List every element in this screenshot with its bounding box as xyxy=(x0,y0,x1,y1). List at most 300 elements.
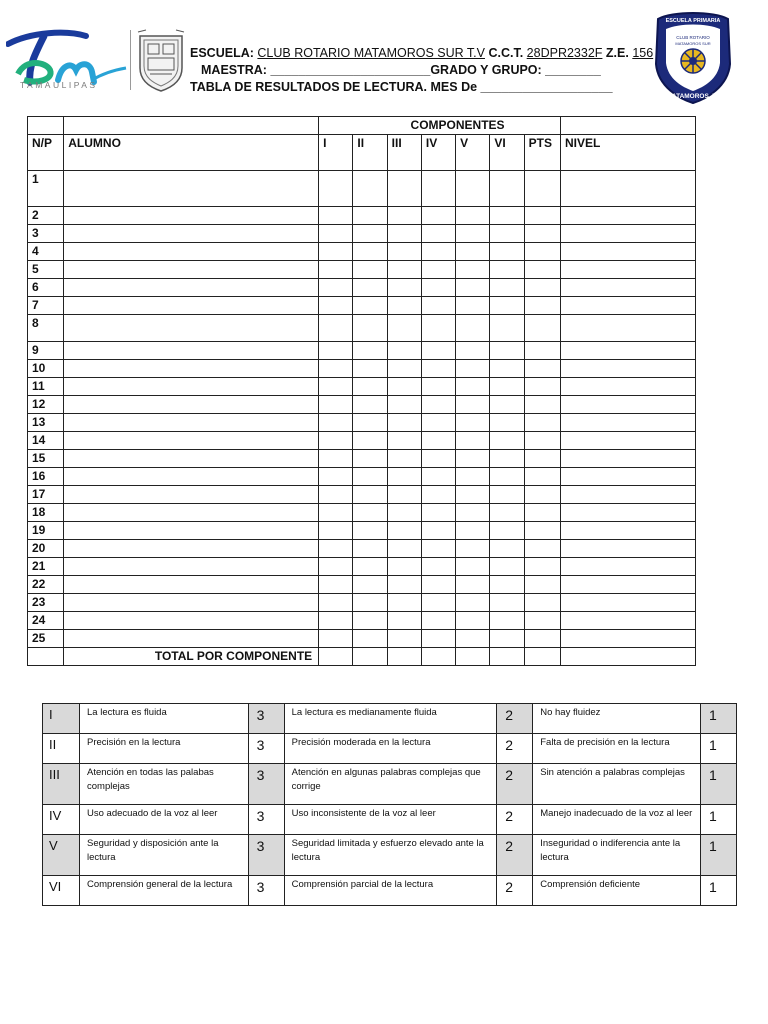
col-component-4-header: IV xyxy=(421,135,455,171)
row-cell[interactable] xyxy=(353,468,387,486)
row-cell[interactable] xyxy=(387,315,421,342)
row-cell[interactable] xyxy=(387,396,421,414)
row-cell[interactable] xyxy=(64,171,319,207)
row-cell[interactable] xyxy=(353,342,387,360)
logo-sub-text: TAMAULIPAS xyxy=(20,80,98,90)
row-cell[interactable] xyxy=(560,522,695,540)
row-cell[interactable] xyxy=(353,540,387,558)
table-row xyxy=(28,378,696,396)
row-cell[interactable] xyxy=(353,225,387,243)
row-cell[interactable] xyxy=(524,468,560,486)
rubric-code: II xyxy=(43,734,80,764)
row-cell[interactable] xyxy=(490,378,524,396)
total-cell[interactable] xyxy=(456,648,490,666)
row-cell[interactable] xyxy=(560,396,695,414)
row-cell[interactable] xyxy=(456,594,490,612)
rubric-mid-desc: Uso inconsistente de la voz al leer xyxy=(284,805,497,835)
row-cell[interactable] xyxy=(64,279,319,297)
rubric-row xyxy=(43,764,737,805)
table-row xyxy=(28,315,696,342)
rubric-high-score: 3 xyxy=(248,764,284,805)
row-cell[interactable] xyxy=(64,504,319,522)
rubric-row xyxy=(43,734,737,764)
row-cell[interactable] xyxy=(353,630,387,648)
row-number: 13 xyxy=(28,414,64,432)
row-cell[interactable] xyxy=(421,558,455,576)
row-cell[interactable] xyxy=(560,225,695,243)
row-number: 5 xyxy=(28,261,64,279)
row-cell[interactable] xyxy=(560,261,695,279)
row-cell[interactable] xyxy=(353,576,387,594)
rubric-code: I xyxy=(43,704,80,734)
row-cell[interactable] xyxy=(64,468,319,486)
badge-sub-text: MATAMOROS SUR xyxy=(675,41,711,46)
row-number: 3 xyxy=(28,225,64,243)
row-cell[interactable] xyxy=(353,207,387,225)
row-cell[interactable] xyxy=(353,279,387,297)
row-cell[interactable] xyxy=(524,378,560,396)
row-cell[interactable] xyxy=(353,504,387,522)
row-cell[interactable] xyxy=(456,576,490,594)
row-number: 2 xyxy=(28,207,64,225)
row-cell[interactable] xyxy=(490,468,524,486)
row-cell[interactable] xyxy=(490,576,524,594)
col-component-1-header: I xyxy=(319,135,353,171)
rubric-code: VI xyxy=(43,876,80,906)
cct-label: C.C.T. xyxy=(488,46,524,60)
row-cell[interactable] xyxy=(421,279,455,297)
row-cell[interactable] xyxy=(490,243,524,261)
school-line xyxy=(190,45,653,62)
row-cell[interactable] xyxy=(319,414,353,432)
row-cell[interactable] xyxy=(490,297,524,315)
row-cell[interactable] xyxy=(319,504,353,522)
row-cell[interactable] xyxy=(421,360,455,378)
row-cell[interactable] xyxy=(490,504,524,522)
row-cell[interactable] xyxy=(456,504,490,522)
rubric-mid-desc: Seguridad limitada y esfuerzo elevado ante la lectura xyxy=(284,835,497,876)
row-number: 14 xyxy=(28,432,64,450)
row-cell[interactable] xyxy=(421,450,455,468)
row-cell[interactable] xyxy=(421,342,455,360)
table-row xyxy=(28,360,696,378)
row-number: 22 xyxy=(28,576,64,594)
row-cell[interactable] xyxy=(456,414,490,432)
row-cell[interactable] xyxy=(387,378,421,396)
row-cell[interactable] xyxy=(560,432,695,450)
row-cell[interactable] xyxy=(421,612,455,630)
row-cell[interactable] xyxy=(319,378,353,396)
row-cell[interactable] xyxy=(64,360,319,378)
row-cell[interactable] xyxy=(456,486,490,504)
row-cell[interactable] xyxy=(64,342,319,360)
row-cell[interactable] xyxy=(490,486,524,504)
row-cell[interactable] xyxy=(353,486,387,504)
row-cell[interactable] xyxy=(560,504,695,522)
row-cell[interactable] xyxy=(490,279,524,297)
total-cell[interactable] xyxy=(387,648,421,666)
row-number: 12 xyxy=(28,396,64,414)
row-cell[interactable] xyxy=(560,414,695,432)
row-cell[interactable] xyxy=(490,396,524,414)
row-cell[interactable] xyxy=(524,504,560,522)
row-cell[interactable] xyxy=(421,261,455,279)
row-cell[interactable] xyxy=(387,594,421,612)
row-cell[interactable] xyxy=(456,342,490,360)
row-cell[interactable] xyxy=(524,612,560,630)
header-cell-empty xyxy=(28,117,64,135)
table-row xyxy=(28,297,696,315)
row-cell[interactable] xyxy=(353,558,387,576)
row-cell[interactable] xyxy=(421,630,455,648)
row-cell[interactable] xyxy=(456,432,490,450)
row-cell[interactable] xyxy=(387,468,421,486)
row-cell[interactable] xyxy=(421,486,455,504)
row-cell[interactable] xyxy=(64,297,319,315)
row-cell[interactable] xyxy=(560,315,695,342)
row-cell[interactable] xyxy=(524,342,560,360)
row-cell[interactable] xyxy=(524,594,560,612)
table-row xyxy=(28,171,696,207)
row-cell[interactable] xyxy=(560,450,695,468)
row-cell[interactable] xyxy=(319,576,353,594)
row-cell[interactable] xyxy=(319,315,353,342)
row-cell[interactable] xyxy=(524,315,560,342)
row-cell[interactable] xyxy=(524,486,560,504)
rubric-mid-desc: La lectura es medianamente fluida xyxy=(284,704,497,734)
rubric-low-desc: Sin atención a palabras complejas xyxy=(533,764,701,805)
row-cell[interactable] xyxy=(353,414,387,432)
row-cell[interactable] xyxy=(353,432,387,450)
table-row xyxy=(28,522,696,540)
row-cell[interactable] xyxy=(353,594,387,612)
row-cell[interactable] xyxy=(64,522,319,540)
rubric-mid-score: 2 xyxy=(497,835,533,876)
row-cell[interactable] xyxy=(387,342,421,360)
row-cell[interactable] xyxy=(64,450,319,468)
row-cell[interactable] xyxy=(490,630,524,648)
row-cell[interactable] xyxy=(421,171,455,207)
row-cell[interactable] xyxy=(319,279,353,297)
row-cell[interactable] xyxy=(319,594,353,612)
row-cell[interactable] xyxy=(490,360,524,378)
row-number: 16 xyxy=(28,468,64,486)
row-cell[interactable] xyxy=(456,396,490,414)
rubric-low-desc: Falta de precisión en la lectura xyxy=(533,734,701,764)
total-cell[interactable] xyxy=(524,648,560,666)
row-cell[interactable] xyxy=(353,261,387,279)
row-cell[interactable] xyxy=(421,540,455,558)
row-cell[interactable] xyxy=(64,630,319,648)
rubric-row xyxy=(43,876,737,906)
row-cell[interactable] xyxy=(319,342,353,360)
row-cell[interactable] xyxy=(490,342,524,360)
row-cell[interactable] xyxy=(421,432,455,450)
teacher-line: MAESTRA: _______________________GRADO Y GRUPO: ________ xyxy=(201,63,601,77)
row-cell[interactable] xyxy=(387,261,421,279)
row-cell[interactable] xyxy=(387,612,421,630)
col-alumno-header: ALUMNO xyxy=(64,135,319,171)
row-cell[interactable] xyxy=(421,396,455,414)
badge-club-text: CLUB ROTARIO xyxy=(676,35,710,40)
row-cell[interactable] xyxy=(456,171,490,207)
row-cell[interactable] xyxy=(456,450,490,468)
row-cell[interactable] xyxy=(456,378,490,396)
rubric-high-desc: La lectura es fluida xyxy=(80,704,249,734)
row-cell[interactable] xyxy=(319,243,353,261)
row-cell[interactable] xyxy=(421,504,455,522)
row-cell[interactable] xyxy=(456,279,490,297)
row-cell[interactable] xyxy=(387,540,421,558)
row-cell[interactable] xyxy=(64,612,319,630)
row-cell[interactable] xyxy=(560,612,695,630)
row-cell[interactable] xyxy=(319,540,353,558)
row-cell[interactable] xyxy=(353,396,387,414)
row-cell[interactable] xyxy=(490,450,524,468)
row-cell[interactable] xyxy=(560,171,695,207)
row-cell[interactable] xyxy=(560,342,695,360)
row-cell[interactable] xyxy=(456,261,490,279)
total-cell[interactable] xyxy=(353,648,387,666)
row-cell[interactable] xyxy=(387,630,421,648)
row-cell[interactable] xyxy=(319,450,353,468)
row-cell[interactable] xyxy=(524,261,560,279)
total-cell[interactable] xyxy=(560,648,695,666)
row-cell[interactable] xyxy=(456,522,490,540)
row-number: 11 xyxy=(28,378,64,396)
row-cell[interactable] xyxy=(319,225,353,243)
row-cell[interactable] xyxy=(524,279,560,297)
row-cell[interactable] xyxy=(387,171,421,207)
row-cell[interactable] xyxy=(353,360,387,378)
row-cell[interactable] xyxy=(64,486,319,504)
row-cell[interactable] xyxy=(387,432,421,450)
row-cell[interactable] xyxy=(524,450,560,468)
row-cell[interactable] xyxy=(490,207,524,225)
row-cell[interactable] xyxy=(319,630,353,648)
row-cell[interactable] xyxy=(490,315,524,342)
row-cell[interactable] xyxy=(64,576,319,594)
row-cell[interactable] xyxy=(490,558,524,576)
row-cell[interactable] xyxy=(524,207,560,225)
table-row xyxy=(28,486,696,504)
row-cell[interactable] xyxy=(319,396,353,414)
row-cell[interactable] xyxy=(456,297,490,315)
row-cell[interactable] xyxy=(353,171,387,207)
row-cell[interactable] xyxy=(524,360,560,378)
row-cell[interactable] xyxy=(64,225,319,243)
col-component-3-header: III xyxy=(387,135,421,171)
row-cell[interactable] xyxy=(456,315,490,342)
row-cell[interactable] xyxy=(560,468,695,486)
row-cell[interactable] xyxy=(319,360,353,378)
row-cell[interactable] xyxy=(421,414,455,432)
row-cell[interactable] xyxy=(560,558,695,576)
row-cell[interactable] xyxy=(64,558,319,576)
row-cell[interactable] xyxy=(319,486,353,504)
row-cell[interactable] xyxy=(64,315,319,342)
row-cell[interactable] xyxy=(560,279,695,297)
row-cell[interactable] xyxy=(421,207,455,225)
row-cell[interactable] xyxy=(490,594,524,612)
row-cell[interactable] xyxy=(387,225,421,243)
row-cell[interactable] xyxy=(490,540,524,558)
row-cell[interactable] xyxy=(319,468,353,486)
row-cell[interactable] xyxy=(387,576,421,594)
rubric-mid-desc: Comprensión parcial de la lectura xyxy=(284,876,497,906)
row-cell[interactable] xyxy=(353,297,387,315)
row-cell[interactable] xyxy=(456,468,490,486)
row-cell[interactable] xyxy=(387,279,421,297)
row-cell[interactable] xyxy=(421,243,455,261)
row-cell[interactable] xyxy=(524,396,560,414)
row-cell[interactable] xyxy=(456,243,490,261)
row-cell[interactable] xyxy=(456,612,490,630)
row-cell[interactable] xyxy=(490,522,524,540)
row-cell[interactable] xyxy=(524,297,560,315)
rubric-mid-score: 2 xyxy=(497,805,533,835)
row-cell[interactable] xyxy=(387,450,421,468)
row-cell[interactable] xyxy=(64,243,319,261)
row-cell[interactable] xyxy=(560,576,695,594)
row-cell[interactable] xyxy=(456,558,490,576)
row-number: 24 xyxy=(28,612,64,630)
row-cell[interactable] xyxy=(490,612,524,630)
rubric-low-score: 1 xyxy=(701,734,737,764)
row-number: 23 xyxy=(28,594,64,612)
row-number: 1 xyxy=(28,171,64,207)
row-cell[interactable] xyxy=(353,522,387,540)
row-cell[interactable] xyxy=(353,612,387,630)
row-cell[interactable] xyxy=(64,261,319,279)
badge-bottom-text: H. MATAMOROS, TAM. xyxy=(658,93,728,100)
rubric-code: III xyxy=(43,764,80,805)
rubric-code: IV xyxy=(43,805,80,835)
rubric-high-score: 3 xyxy=(248,835,284,876)
row-cell[interactable] xyxy=(524,630,560,648)
row-cell[interactable] xyxy=(560,207,695,225)
row-number: 18 xyxy=(28,504,64,522)
table-row xyxy=(28,342,696,360)
row-cell[interactable] xyxy=(387,558,421,576)
rubric-low-score: 1 xyxy=(701,876,737,906)
row-cell[interactable] xyxy=(524,522,560,540)
total-cell[interactable] xyxy=(490,648,524,666)
row-cell[interactable] xyxy=(560,594,695,612)
row-cell[interactable] xyxy=(490,432,524,450)
row-cell[interactable] xyxy=(524,558,560,576)
row-cell[interactable] xyxy=(387,504,421,522)
col-component-5-header: V xyxy=(456,135,490,171)
row-cell[interactable] xyxy=(387,486,421,504)
col-component-2-header: II xyxy=(353,135,387,171)
row-cell[interactable] xyxy=(490,261,524,279)
row-cell[interactable] xyxy=(387,243,421,261)
row-cell[interactable] xyxy=(560,297,695,315)
row-cell[interactable] xyxy=(524,243,560,261)
row-cell[interactable] xyxy=(421,315,455,342)
row-cell[interactable] xyxy=(524,432,560,450)
row-cell[interactable] xyxy=(319,297,353,315)
row-cell[interactable] xyxy=(524,576,560,594)
row-cell[interactable] xyxy=(456,207,490,225)
row-cell[interactable] xyxy=(524,414,560,432)
row-cell[interactable] xyxy=(64,396,319,414)
row-number: 15 xyxy=(28,450,64,468)
row-cell[interactable] xyxy=(560,243,695,261)
row-cell[interactable] xyxy=(319,612,353,630)
row-cell[interactable] xyxy=(456,225,490,243)
row-cell[interactable] xyxy=(490,225,524,243)
row-cell[interactable] xyxy=(421,225,455,243)
row-cell[interactable] xyxy=(560,360,695,378)
row-cell[interactable] xyxy=(490,171,524,207)
row-cell[interactable] xyxy=(387,522,421,540)
row-cell[interactable] xyxy=(456,540,490,558)
row-cell[interactable] xyxy=(319,522,353,540)
row-cell[interactable] xyxy=(64,207,319,225)
row-cell[interactable] xyxy=(421,576,455,594)
row-cell[interactable] xyxy=(560,630,695,648)
row-cell[interactable] xyxy=(319,432,353,450)
row-cell[interactable] xyxy=(319,261,353,279)
row-cell[interactable] xyxy=(387,414,421,432)
row-cell[interactable] xyxy=(387,207,421,225)
row-cell[interactable] xyxy=(421,378,455,396)
rubric-mid-desc: Precisión moderada en la lectura xyxy=(284,734,497,764)
row-cell[interactable] xyxy=(560,378,695,396)
rubric-high-desc: Seguridad y disposición ante la lectura xyxy=(80,835,249,876)
row-cell[interactable] xyxy=(421,594,455,612)
row-cell[interactable] xyxy=(524,171,560,207)
row-cell[interactable] xyxy=(560,486,695,504)
row-cell[interactable] xyxy=(490,414,524,432)
row-cell[interactable] xyxy=(387,297,421,315)
row-cell[interactable] xyxy=(64,594,319,612)
row-cell[interactable] xyxy=(524,225,560,243)
row-cell[interactable] xyxy=(319,171,353,207)
row-cell[interactable] xyxy=(319,207,353,225)
row-cell[interactable] xyxy=(353,450,387,468)
row-cell[interactable] xyxy=(353,378,387,396)
table-row xyxy=(28,261,696,279)
rubric-mid-score: 2 xyxy=(497,704,533,734)
col-np-header: N/P xyxy=(28,135,64,171)
row-cell[interactable] xyxy=(560,540,695,558)
row-cell[interactable] xyxy=(421,468,455,486)
row-cell[interactable] xyxy=(353,243,387,261)
row-cell[interactable] xyxy=(456,630,490,648)
row-cell[interactable] xyxy=(64,540,319,558)
header-cell-empty xyxy=(560,117,695,135)
row-cell[interactable] xyxy=(64,378,319,396)
row-cell[interactable] xyxy=(524,540,560,558)
row-cell[interactable] xyxy=(64,414,319,432)
row-cell[interactable] xyxy=(456,360,490,378)
row-cell[interactable] xyxy=(319,558,353,576)
row-cell[interactable] xyxy=(387,360,421,378)
row-number: 20 xyxy=(28,540,64,558)
total-cell[interactable] xyxy=(319,648,353,666)
row-cell[interactable] xyxy=(421,522,455,540)
total-cell[interactable] xyxy=(421,648,455,666)
table-row xyxy=(28,594,696,612)
table-row xyxy=(28,576,696,594)
row-cell[interactable] xyxy=(353,315,387,342)
row-cell[interactable] xyxy=(421,297,455,315)
row-cell[interactable] xyxy=(64,432,319,450)
header-row-columns xyxy=(28,135,696,171)
